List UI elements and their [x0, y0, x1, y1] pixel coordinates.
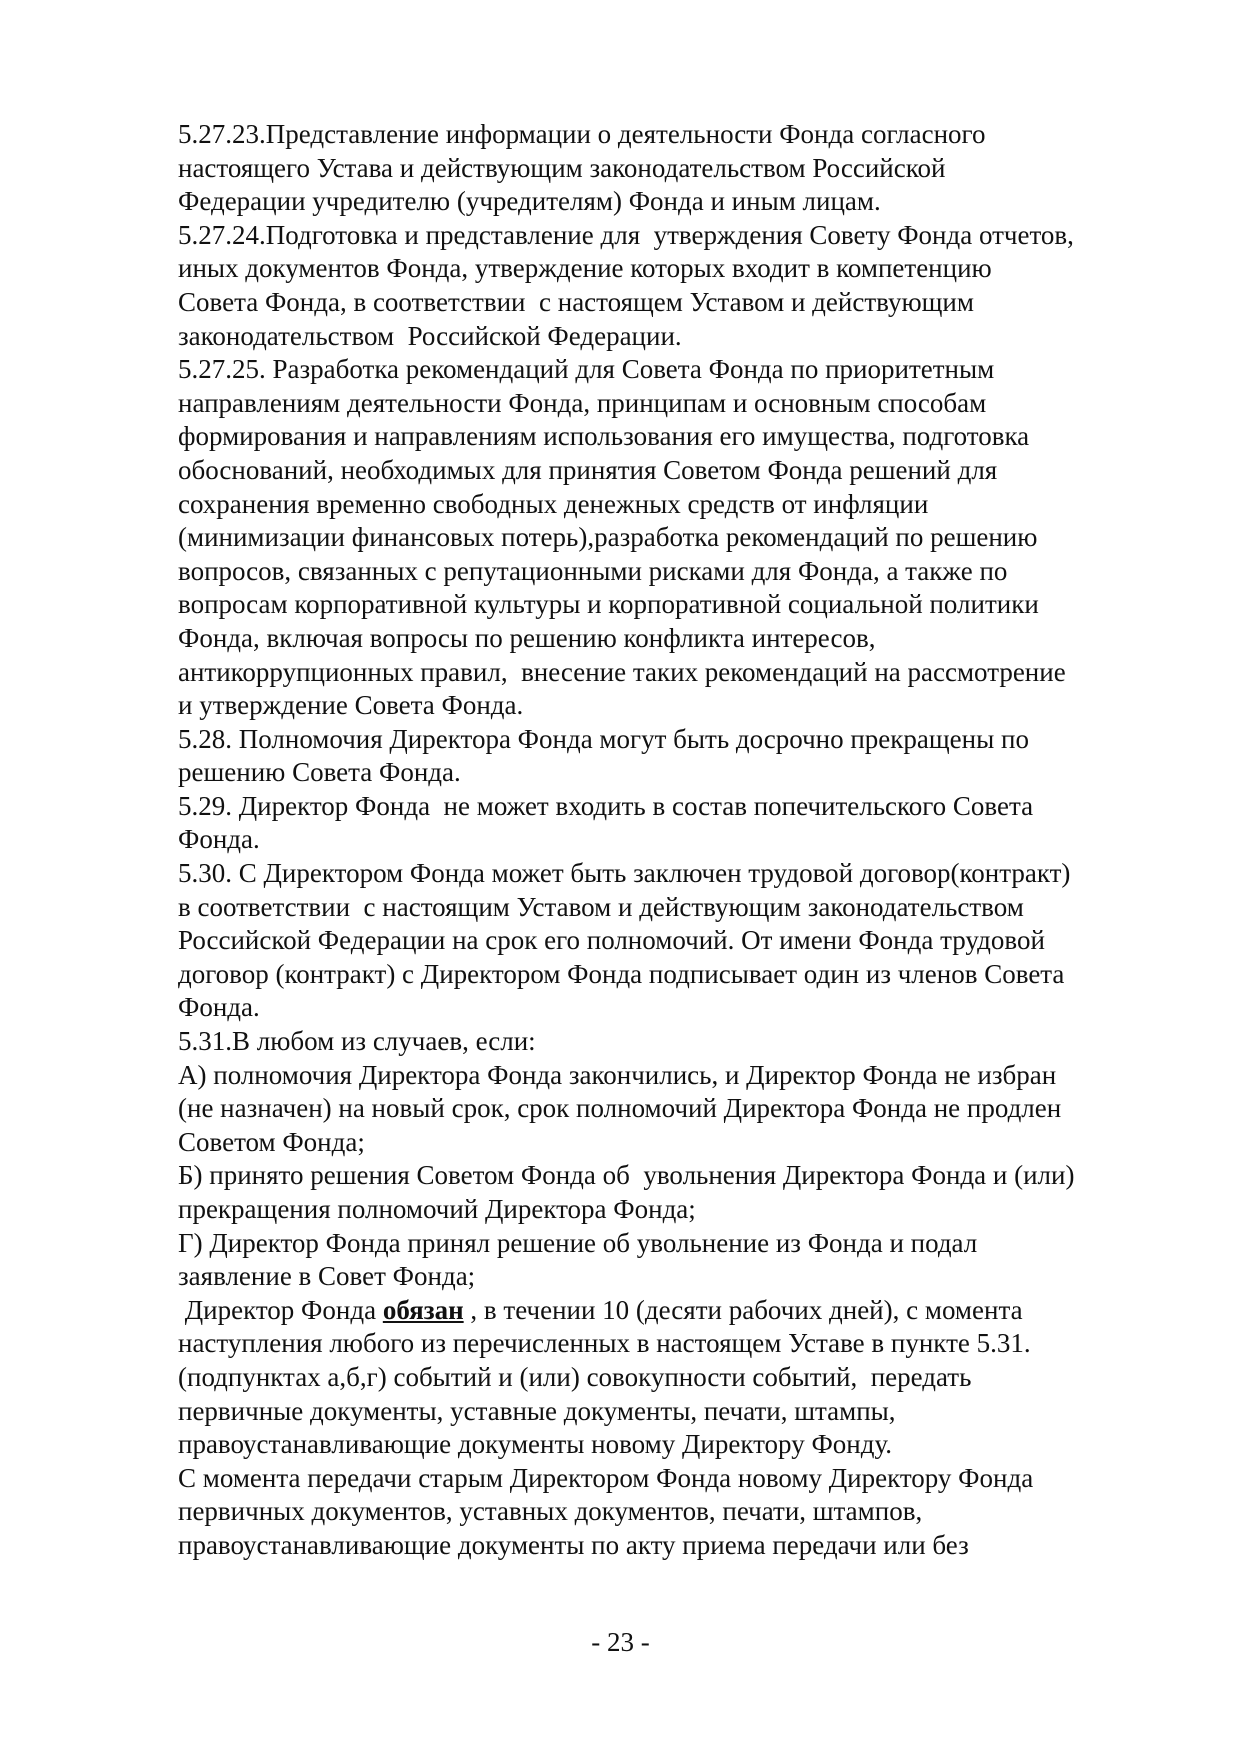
text-line	[178, 1193, 1168, 1227]
text-line	[178, 286, 1168, 320]
text-line-content: 5.27.24.Подготовка и представление для утверждения Совету Фонда отчетов,	[178, 219, 1074, 250]
text-line	[178, 588, 1168, 622]
text-line-content: Совета Фонда, в соответствии с настоящем Уставом и действующим	[178, 286, 974, 317]
text-line-content: Г) Директор Фонда принял решение об увольнение из Фонда и подал	[178, 1227, 978, 1258]
text-line-content: А) полномочия Директора Фонда закончились, и Директор Фонда не избран	[178, 1059, 1057, 1090]
text-line	[178, 790, 1168, 824]
text-line	[178, 1159, 1168, 1193]
text-line	[178, 555, 1168, 589]
text-line-content: наступления любого из перечисленных в настоящем Уставе в пункте 5.31.	[178, 1328, 1031, 1359]
text-line	[178, 1529, 1168, 1563]
text-line-content: 5.27.23.Представление информации о деятельности Фонда согласного	[178, 119, 986, 149]
text-line-content: настоящего Устава и действующим законодательством Российской	[178, 152, 946, 183]
obliged-line	[178, 1294, 1168, 1328]
text-line	[178, 1361, 1168, 1395]
text-line-content: Федерации учредителю (учредителям) Фонда и иным лицам.	[178, 186, 881, 217]
text-line	[178, 1025, 1168, 1059]
text-line-content: прекращения полномочий Директора Фонда;	[178, 1194, 696, 1224]
text-line	[178, 488, 1168, 522]
text-line	[178, 1462, 1168, 1496]
text-line	[178, 185, 1168, 219]
text-line-content: законодательством Российской Федерации.	[178, 320, 682, 351]
text-line-content: договор (контракт) с Директором Фонда подписывает один из членов Совета	[178, 958, 1065, 989]
text-line-content: Б) принято решения Советом Фонда об увольнения Директора Фонда и (или)	[178, 1160, 1075, 1191]
text-lines-after	[178, 1327, 1168, 1562]
text-line-content: Фонда.	[178, 824, 260, 855]
text-line-content: вопросов, связанных с репутационными рисками для Фонда, а также по	[178, 555, 1008, 586]
text-line-content: 5.27.25. Разработка рекомендаций для Совета Фонда по приоритетным	[178, 354, 995, 385]
text-line	[178, 219, 1168, 253]
text-line-content: обоснований, необходимых для принятия Советом Фонда решений для	[178, 454, 998, 485]
text-line	[178, 1495, 1168, 1529]
text-lines-before	[178, 118, 1168, 1294]
text-line	[178, 252, 1168, 286]
text-line-content: 5.28. Полномочия Директора Фонда могут быть досрочно прекращены по	[178, 723, 1029, 754]
text-line-content: 5.31.В любом из случаев, если:	[178, 1026, 536, 1057]
text-line-content: первичные документы, уставные документы, печати, штампы,	[178, 1395, 896, 1426]
text-line	[178, 1428, 1168, 1462]
text-line-content: в соответствии с настоящим Уставом и действующим законодательством	[178, 891, 1024, 922]
obliged-line-before: Директор Фонда	[178, 1294, 383, 1325]
obliged-line-after: , в течении 10 (десяти рабочих дней), с момента	[463, 1294, 1023, 1325]
text-line	[178, 622, 1168, 656]
text-line	[178, 891, 1168, 925]
text-line-content: и утверждение Совета Фонда.	[178, 690, 524, 721]
text-line-content: антикоррупционных правил, внесение таких рекомендаций на рассмотрение	[178, 656, 1066, 687]
text-line-content: направлениям деятельности Фонда, принципам и основным способам	[178, 387, 987, 418]
text-line-content: Фонда.	[178, 992, 260, 1023]
text-line-content: С момента передачи старым Директором Фонда новому Директору Фонда	[178, 1462, 1034, 1493]
text-line	[178, 1126, 1168, 1160]
text-line	[178, 756, 1168, 790]
text-line	[178, 353, 1168, 387]
text-line	[178, 118, 1168, 152]
text-line-content: вопросам корпоративной культуры и корпоративной социальной политики	[178, 589, 1039, 620]
text-line	[178, 958, 1168, 992]
text-line-content: решению Совета Фонда.	[178, 757, 461, 788]
text-line	[178, 689, 1168, 723]
text-line	[178, 823, 1168, 857]
text-line-content: правоустанавливающие документы новому Директору Фонду.	[178, 1429, 893, 1460]
text-line-content: правоустанавливающие документы по акту приема передачи или без	[178, 1529, 969, 1560]
text-line-content: (подпунктах а,б,г) событий и (или) совокупности событий, передать	[178, 1361, 972, 1392]
document-body	[178, 118, 1168, 1563]
text-line-content: Советом Фонда;	[178, 1126, 365, 1157]
text-line-content: 5.30. С Директором Фонда может быть заключен трудовой договор(контракт)	[178, 858, 1071, 889]
text-line	[178, 1059, 1168, 1093]
text-line	[178, 320, 1168, 354]
text-line	[178, 991, 1168, 1025]
text-line-content: формирования и направлениям использования его имущества, подготовка	[178, 421, 1030, 452]
text-line	[178, 521, 1168, 555]
text-line	[178, 1260, 1168, 1294]
text-line-content: (не назначен) на новый срок, срок полномочий Директора Фонда не продлен	[178, 1093, 1062, 1124]
text-line-content: первичных документов, уставных документов, печати, штампов,	[178, 1496, 923, 1527]
text-line	[178, 387, 1168, 421]
text-line	[178, 1092, 1168, 1126]
text-line-content: сохранения временно свободных денежных средств от инфляции	[178, 488, 929, 519]
text-line	[178, 656, 1168, 690]
obliged-emphasis: обязан	[382, 1294, 464, 1325]
text-line-content: заявление в Совет Фонда;	[178, 1261, 476, 1292]
text-line-content: Фонда, включая вопросы по решению конфликта интересов,	[178, 622, 876, 653]
text-line-content: (минимизации финансовых потерь),разработка рекомендаций по решению	[178, 522, 1038, 553]
text-line	[178, 1327, 1168, 1361]
text-line	[178, 924, 1168, 958]
text-line	[178, 723, 1168, 757]
text-line	[178, 454, 1168, 488]
text-line-content: 5.29. Директор Фонда не может входить в состав попечительского Совета	[178, 790, 1034, 821]
text-line	[178, 1227, 1168, 1261]
text-line-content: Российской Федерации на срок его полномочий. От имени Фонда трудовой	[178, 925, 1045, 956]
text-line	[178, 420, 1168, 454]
text-line	[178, 1395, 1168, 1429]
text-line	[178, 152, 1168, 186]
text-line	[178, 857, 1168, 891]
page-number: - 23 -	[591, 1627, 650, 1657]
text-line-content: иных документов Фонда, утверждение которых входит в компетенцию	[178, 253, 992, 284]
